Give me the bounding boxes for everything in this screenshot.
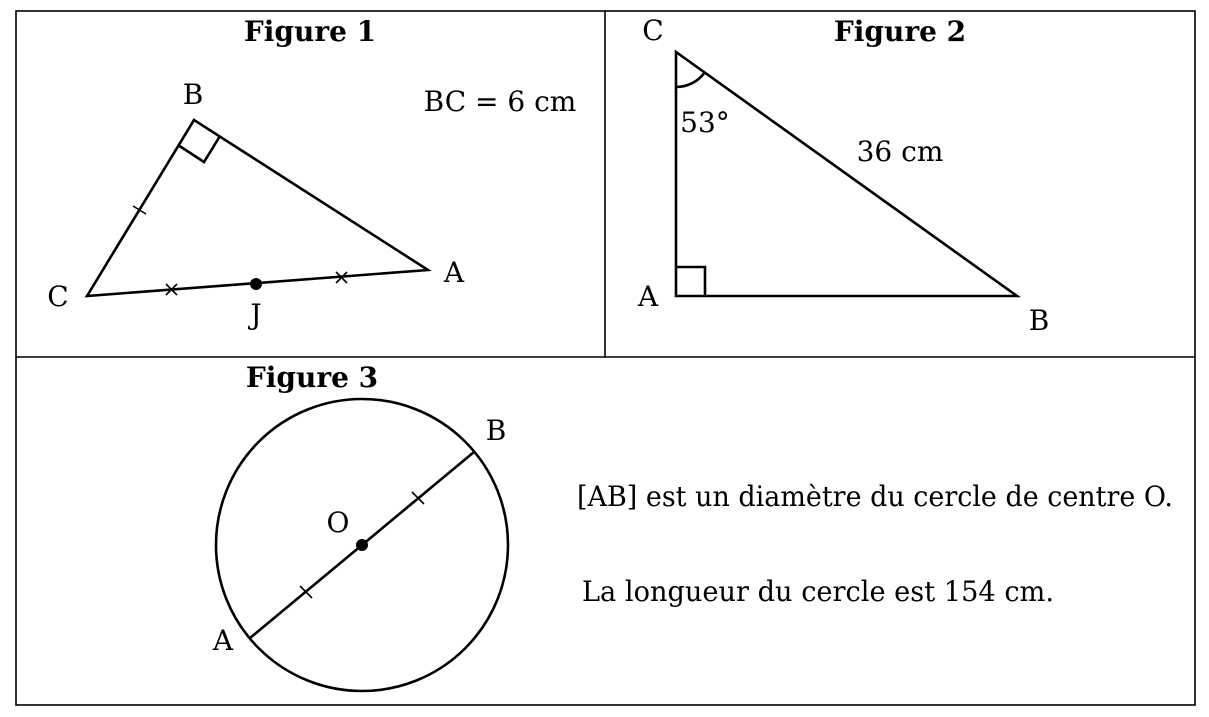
figure-1 [47, 15, 576, 331]
figure-2-title: Figure 2 [833, 15, 967, 48]
triangle-cab [676, 52, 1017, 296]
triangle-cba [87, 120, 428, 296]
label-o: O [326, 506, 350, 539]
statement-diameter: [AB] est un diamètre du cercle de centre O. [577, 480, 1173, 513]
statement-circumference: La longueur du cercle est 154 cm. [582, 575, 1054, 608]
angle-c-value: 53° [680, 106, 730, 139]
right-angle-marker-b [178, 136, 220, 162]
right-angle-marker-a [676, 267, 705, 296]
label-a: A [637, 280, 659, 313]
label-b: B [485, 414, 507, 447]
figure-1-title: Figure 1 [243, 15, 377, 48]
label-c: C [642, 14, 664, 47]
label-a: A [443, 256, 465, 289]
label-a: A [212, 624, 234, 657]
figure-3-title: Figure 3 [245, 361, 379, 394]
point-j [250, 278, 262, 290]
label-j: J [250, 298, 262, 331]
angle-arc-c [676, 72, 705, 87]
figure-2 [637, 14, 1049, 337]
label-b: B [182, 78, 204, 111]
figure-3 [212, 361, 1173, 691]
hypotenuse-length: 36 cm [856, 135, 944, 168]
label-c: C [47, 280, 69, 313]
label-b: B [1028, 304, 1050, 337]
figure-1-given-length: BC = 6 cm [423, 85, 577, 118]
point-o [356, 539, 368, 551]
